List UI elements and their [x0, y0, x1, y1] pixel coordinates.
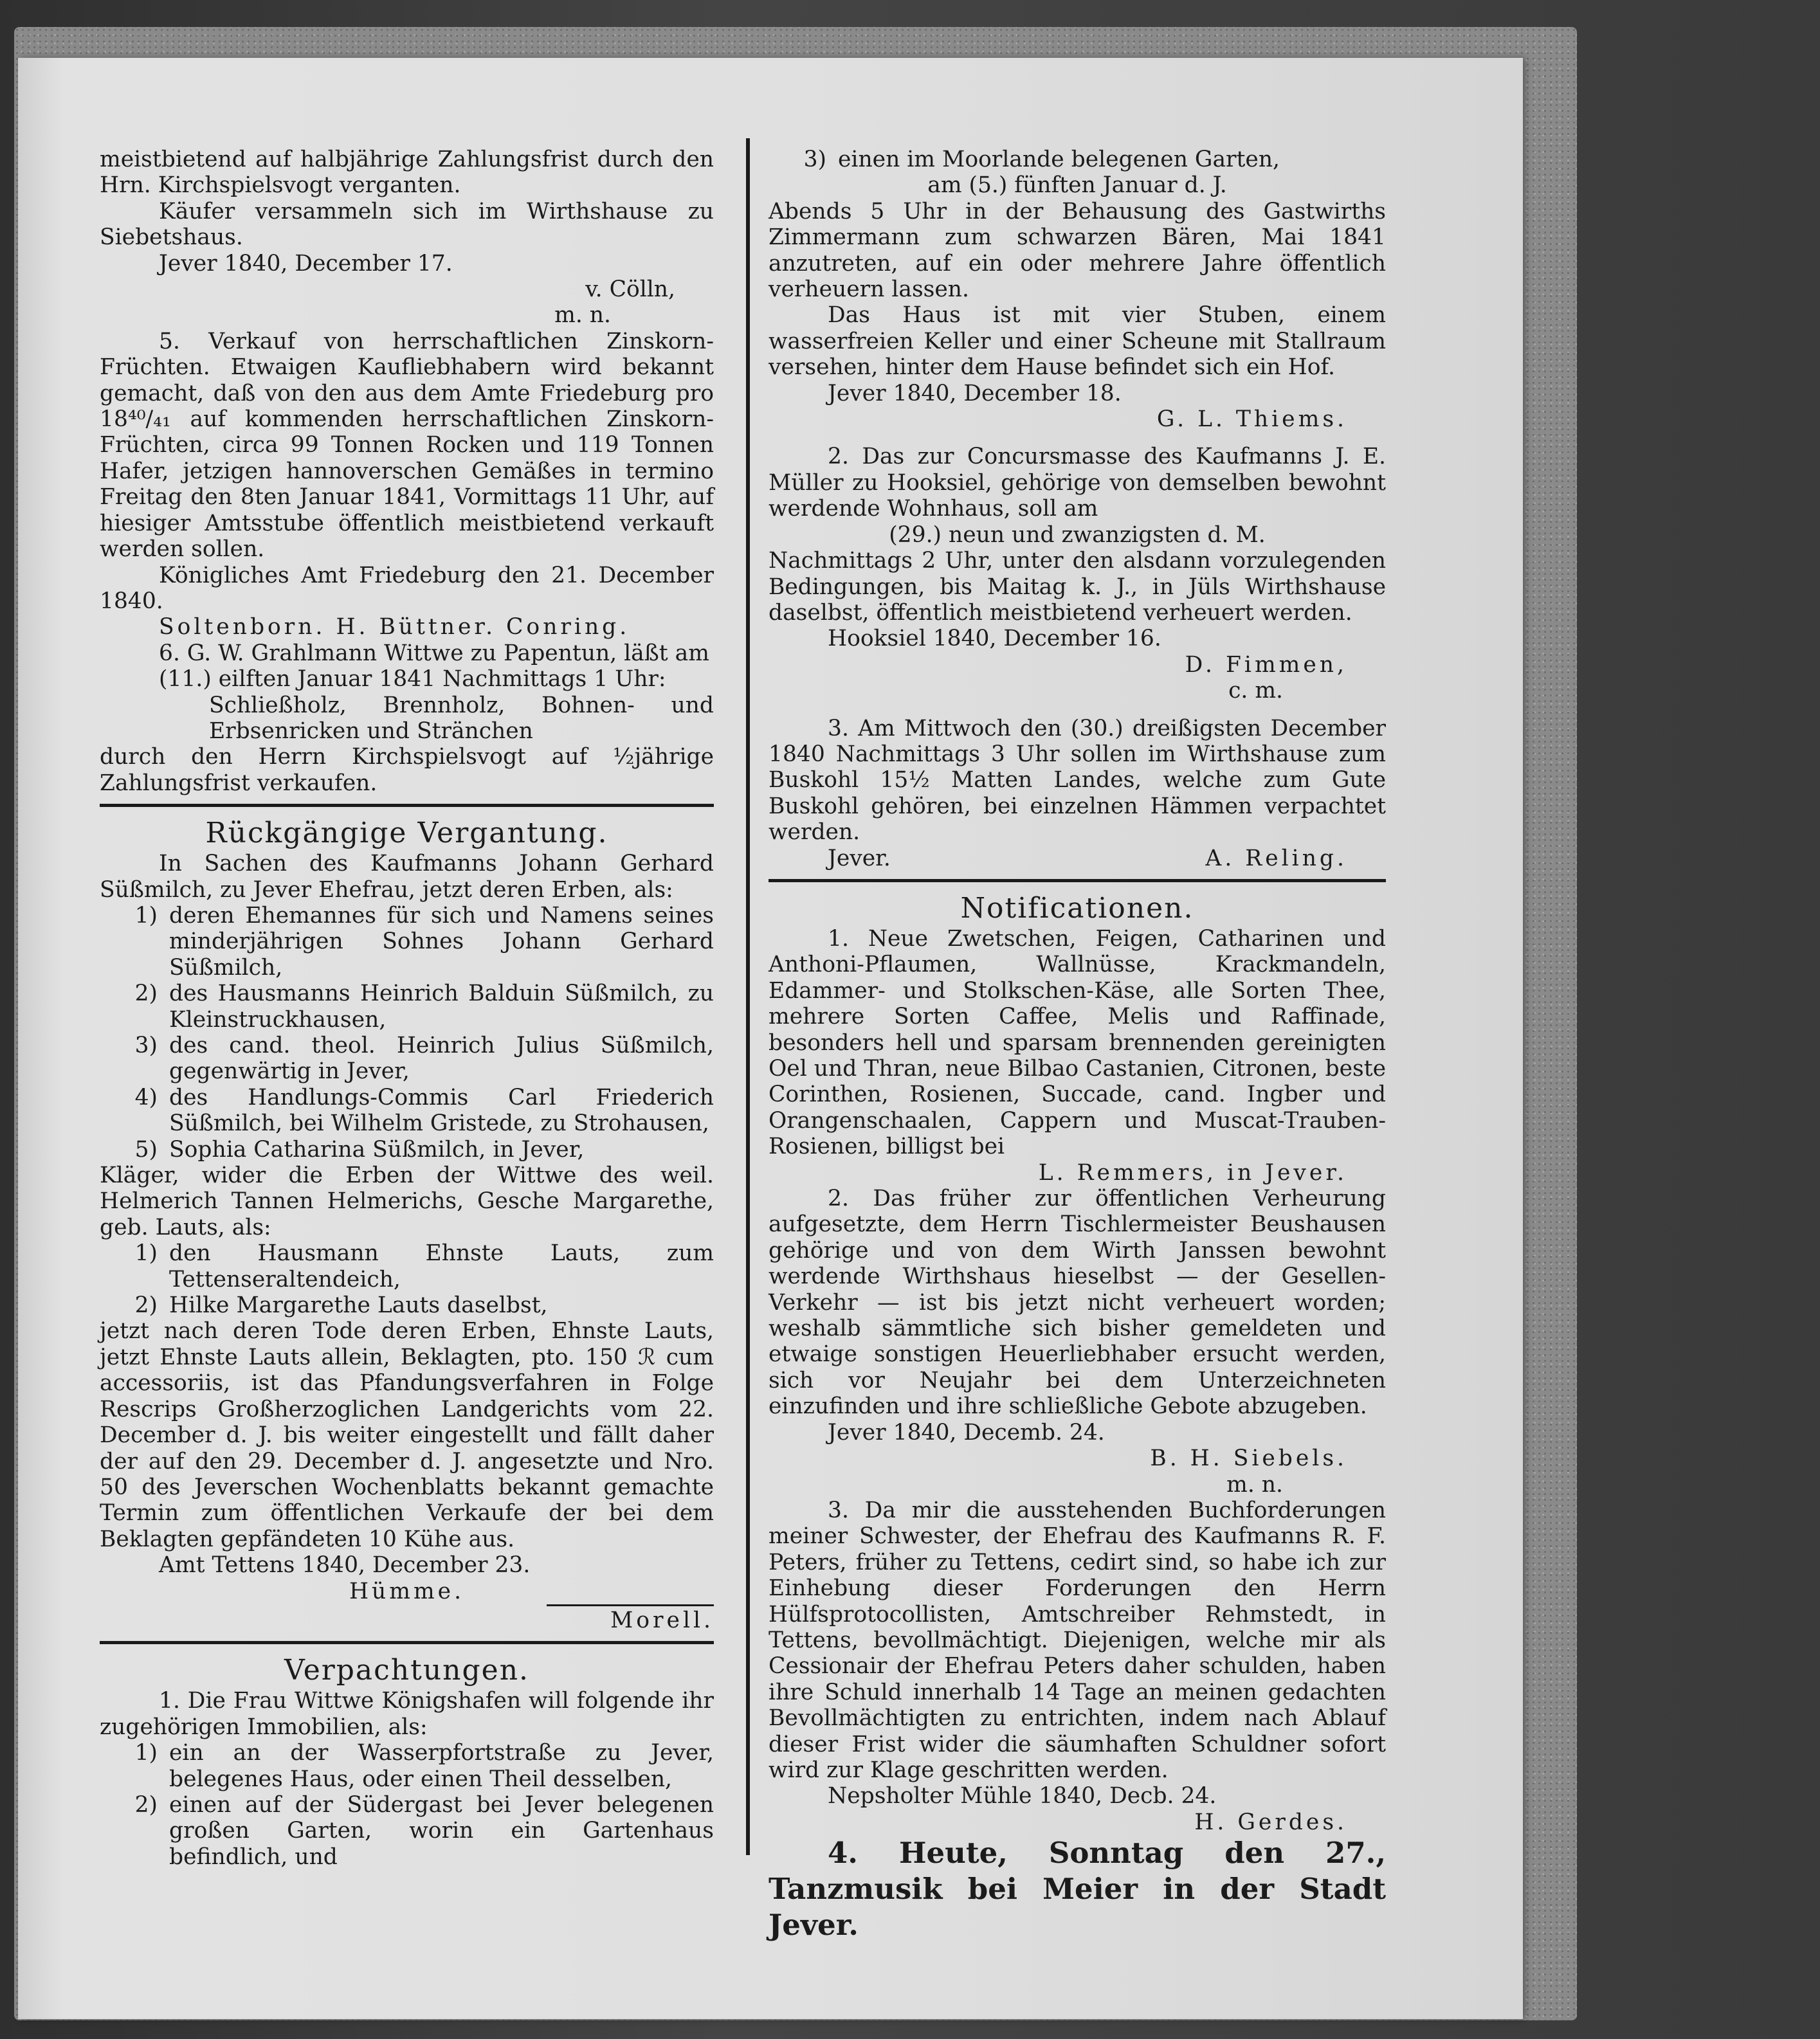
item-number: 3) [134, 1033, 158, 1058]
list-item [100, 1792, 714, 1870]
defendant-list [100, 1240, 714, 1318]
dateline: Amt Tettens 1840, December 23. [159, 1552, 531, 1579]
item-text: einen im Moorlande belegenen Garten, [838, 147, 1280, 172]
item-text: des Handlungs-Commis Carl Friederich Süßmilch, bei Wilhelm Gristede, zu Strohausen, [169, 1084, 714, 1137]
text-paragraph: Das Haus ist mit vier Stuben, einem wasserfreien Keller und einer Scheune mit Stallraum versehen, hinter dem Hause befindet sich ein Hof. [769, 302, 1386, 381]
list-item [100, 903, 714, 981]
right-column [769, 147, 1386, 1943]
item-number: 2) [134, 981, 158, 1007]
item-number: 2) [134, 1791, 158, 1818]
text-paragraph: 1. Die Frau Wittwe Königshafen will folgende ihr zugehörigen Immobilien, als: [100, 1688, 714, 1740]
item-text: deren Ehemannes für sich und Namens seines minderjährigen Sohnes Johann Gerhard Süßmilch, [169, 902, 714, 981]
signature: L. Remmers, in Jever. [1038, 1159, 1347, 1186]
section-heading: Rückgängige Vergantung. [205, 817, 608, 850]
dateline: Nepsholter Mühle 1840, Decb. 24. [828, 1783, 1217, 1809]
signature: Hümme. [349, 1578, 465, 1604]
item-text: ein an der Wasserpfortstraße zu Jever, belegenes Haus, oder einen Theil desselben, [169, 1740, 714, 1792]
list-item [100, 981, 714, 1033]
item-text: Hilke Margarethe Lauts daselbst, [169, 1292, 548, 1319]
section-rule [100, 1641, 714, 1644]
item-text: des cand. theol. Heinrich Julius Süßmilch, gegenwärtig in Jever, [169, 1033, 714, 1085]
signature: G. L. Thiems. [1156, 406, 1347, 433]
notification-2: 2. Das früher zur öffentlichen Verheurung aufgesetzte, dem Herrn Tischlermeister Beushausen gehörige und von dem Wirth Janssen bewohnt werdende Wirthshaus hieselbst — der Gesellen-Verkehr — ist bis jetzt nicht verheuert worden; weshalb sämmtliche sich bisher gemeldeten und etwaige sonstigen Heuerliebhaber ersucht werden, sich vor Neujahr bei dem Unterzeichneten einzufinden und ihre schließliche Gebote abzugeben. [769, 1186, 1386, 1420]
signature: v. Cölln, [585, 276, 675, 303]
section-heading: Verpachtungen. [284, 1654, 530, 1687]
dateline: Hooksiel 1840, December 16. [828, 626, 1161, 652]
signature: H. Gerdes. [1194, 1809, 1347, 1835]
left-column [100, 147, 714, 1870]
item-number: 1) [134, 902, 158, 929]
item-text: einen auf der Südergast bei Jever belegenen großen Garten, worin ein Gartenhaus befindlich, und [169, 1791, 714, 1870]
item-number: 4) [134, 1084, 158, 1110]
item-text: des Hausmanns Heinrich Balduin Süßmilch, zu Kleinstruckhausen, [169, 981, 714, 1033]
signature-note: m. n. [554, 302, 611, 329]
column-divider-rule [746, 138, 750, 1855]
notice-2: 2. Das zur Concursmasse des Kaufmanns J. E. Müller zu Hooksiel, gehörige von demselben bewohnt werdende Wohnhaus, soll am [769, 444, 1386, 522]
signature-note: c. m. [1228, 678, 1283, 704]
signature-rule [547, 1604, 714, 1606]
plaintiff-list [100, 903, 714, 1163]
notice-6-date: (11.) eilften Januar 1841 Nachmittags 1 Uhr: [159, 666, 666, 693]
text-paragraph: Nachmittags 2 Uhr, unter den alsdann vorzulegenden Bedingungen, bis Maitag k. J., in Jüls Wirthshause daselbst, öffentlich meistbietend verheuert werden. [769, 548, 1386, 626]
signature-note: m. n. [1226, 1471, 1283, 1498]
signature: B. H. Siebels. [1150, 1445, 1347, 1472]
list-item [100, 1292, 714, 1318]
item-text: den Hausmann Ehnste Lauts, zum Tettenseraltendeich, [169, 1240, 714, 1292]
dateline: Königliches Amt Friedeburg den 21. December 1840. [100, 562, 714, 614]
notice-6: 6. G. W. Grahlmann Wittwe zu Papentun, läßt am [159, 640, 709, 666]
item-text: Sophia Catharina Süßmilch, in Jever, [169, 1136, 585, 1163]
spacer [769, 432, 1386, 444]
section-rule [100, 804, 714, 807]
signature: D. Fimmen, [1185, 651, 1347, 678]
notification-4: 4. Heute, Sonntag den 27., Tanzmusik bei Meier in der Stadt Jever. [769, 1836, 1386, 1943]
notice-6-terms: durch den Herrn Kirchspielsvogt auf ½jährige Zahlungsfrist verkaufen. [100, 744, 714, 796]
list-item [100, 1137, 714, 1163]
date-line: am (5.) fünften Januar d. J. [927, 172, 1227, 199]
signature: A. Reling. [1205, 845, 1347, 871]
dateline: Jever 1840, December 17. [159, 250, 453, 276]
list-item [769, 147, 1386, 172]
text-paragraph: Kläger, wider die Erben der Wittwe des weil. Helmerich Tannen Helmerichs, Gesche Margarethe, geb. Lauts, als: [100, 1163, 714, 1240]
property-list [100, 1740, 714, 1870]
signature-line [769, 846, 1386, 871]
list-item [100, 1033, 714, 1085]
list-item [100, 1085, 714, 1137]
place: Jever. [828, 845, 891, 871]
item-number: 5) [134, 1136, 158, 1163]
text-paragraph: Käufer versammeln sich im Wirthshause zu Siebetshaus. [100, 198, 714, 251]
date-line: (29.) neun und zwanzigsten d. M. [889, 521, 1266, 548]
dateline: Jever 1840, December 18. [828, 380, 1122, 406]
item-number: 3) [803, 147, 826, 172]
list-item [100, 1740, 714, 1792]
item-number: 1) [134, 1240, 158, 1267]
text-paragraph: Abends 5 Uhr in der Behausung des Gastwirths Zimmermann zum schwarzen Bären, Mai 1841 anzutreten, auf ein oder mehrere Jahre öffentlich verheuern lassen. [769, 198, 1386, 303]
signature: Morell. [610, 1607, 714, 1633]
notification-1: 1. Neue Zwetschen, Feigen, Catharinen und Anthoni-Pflaumen, Wallnüsse, Krackmandeln, Edammer- und Stolkschen-Käse, alle Sorten Thee, mehrere Sorten Caffee, Melis und Raffinade, besonders hell und sparsam brennenden gereinigten Oel und Thran, neue Bilbao Castanien, Citronen, beste Corinthen, Rosienen, Succade, cand. Ingber und Orangenschaalen, Cappern und Muscat-Trauben-Rosienen, billigst bei [769, 925, 1386, 1160]
dateline: Jever 1840, Decemb. 24. [828, 1419, 1105, 1445]
text-paragraph: jetzt nach deren Tode deren Erben, Ehnste Lauts, jetzt Ehnste Lauts allein, Beklagten, pto. 150 ℛ cum accessoriis, ist das Pfandungsverfahren in Folge Rescrips Großherzoglichen Landgerichts vom 22. December d. J. bis weiter eingestellt und fällt daher der auf den 29. December d. J. angesetzte und Nro. 50 des Jeverschen Wochenblatts bekannt gemachte Termin zum öffentlichen Verkaufe der bei dem Beklagten gepfändeten 10 Kühe aus. [100, 1318, 714, 1552]
section-rule [769, 879, 1386, 882]
notice-3: 3. Am Mittwoch den (30.) dreißigsten December 1840 Nachmittags 3 Uhr sollen im Wirthshause zum Buskohl 15½ Matten Landes, welche zum Gute Buskohl gehören, bei einzelnen Hämmen verpachtet werden. [769, 715, 1386, 846]
signatures: Soltenborn. H. Büttner. Conring. [159, 614, 630, 640]
notice-5: 5. Verkauf von herrschaftlichen Zinskorn-Früchten. Etwaigen Kaufliebhabern wird bekannt gemacht, daß von den aus dem Amte Friedeburg pro 18⁴⁰/₄₁ auf kommenden herrschaftlichen Zinskorn-Früchten, circa 99 Tonnen Rocken und 119 Tonnen Hafer, jetzigen hannoverschen Gemäßes in termino Freitag den 8ten Januar 1841, Vormittags 11 Uhr, auf hiesiger Amtsstube öffentlich meistbietend verkauft werden sollen. [100, 328, 714, 563]
notice-6-goods: Schließholz, Brennholz, Bohnen- und Erbsenricken und Stränchen [209, 692, 714, 744]
item-number: 2) [134, 1292, 158, 1319]
section-heading: Notificationen. [960, 891, 1194, 925]
item-number: 1) [134, 1740, 158, 1766]
notification-3: 3. Da mir die ausstehenden Buchforderungen meiner Schwester, der Ehefrau des Kaufmanns R. F. Peters, früher zu Tettens, cedirt sind, so habe ich zur Einhebung dieser Forderungen den Herrn Hülfsprotocollisten, Amtschreiber Rehmstedt, in Tettens, bevollmächtigt. Diejenigen, welche mir als Cessionair der Ehefrau Peters daher schulden, haben ihre Schuld innerhalb 14 Tage an meinen gedachten Bevollmächtigten zu entrichten, indem nach Ablauf dieser Frist wider die säumhaften Schuldner sofort wird zur Klage geschritten werden. [769, 1497, 1386, 1783]
text-paragraph: meistbietend auf halbjährige Zahlungsfrist durch den Hrn. Kirchspielsvogt verganten. [100, 147, 714, 199]
spacer [769, 704, 1386, 716]
list-item [100, 1240, 714, 1292]
text-paragraph: In Sachen des Kaufmanns Johann Gerhard Süßmilch, zu Jever Ehefrau, jetzt deren Erben, als: [100, 851, 714, 903]
